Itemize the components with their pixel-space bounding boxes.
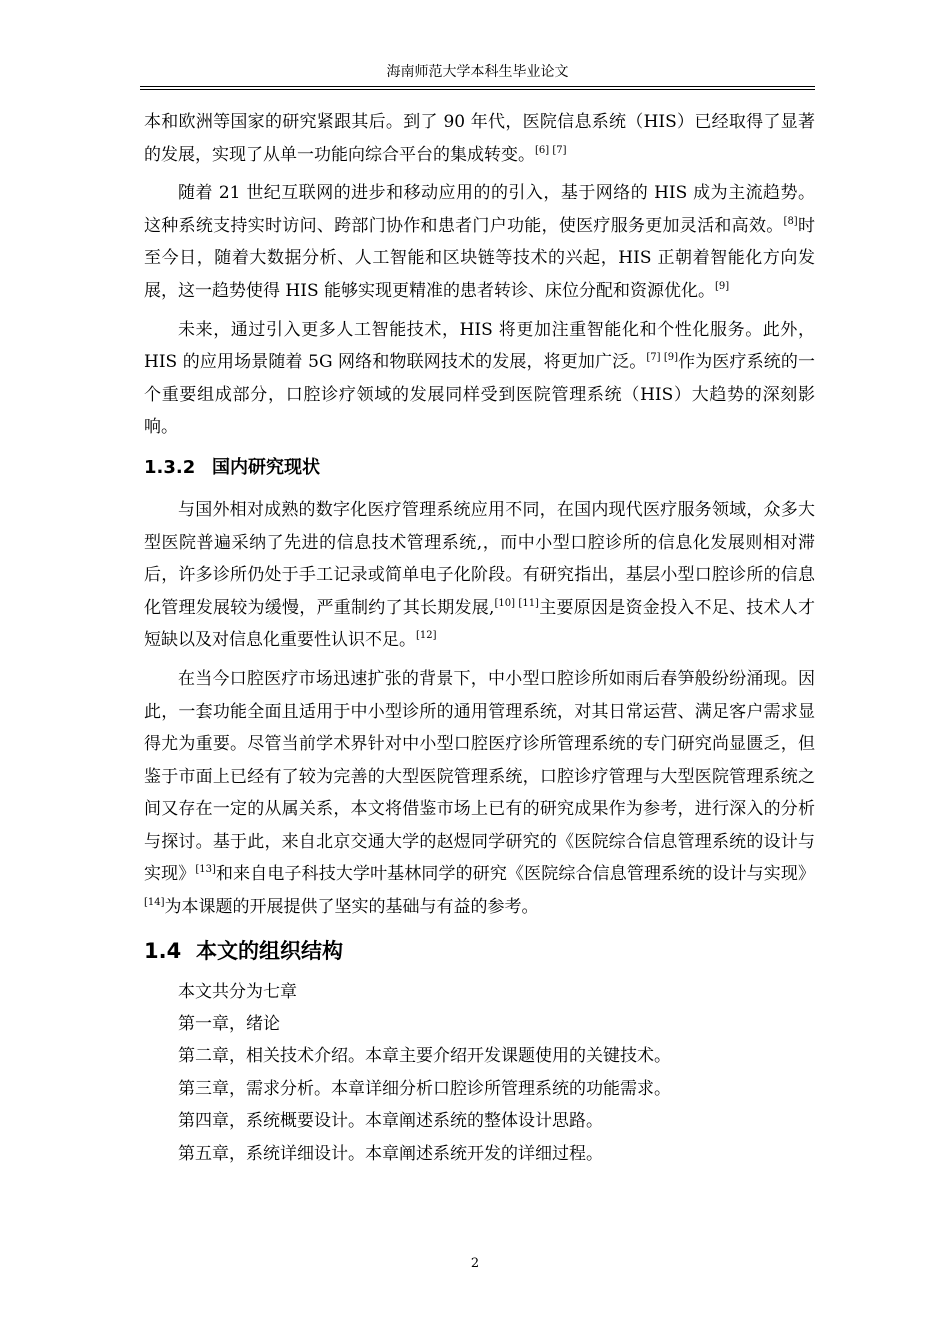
paragraph-future-his <box>144 314 815 444</box>
paragraph-internet-his <box>144 177 815 307</box>
paragraph-domestic-status <box>144 494 815 657</box>
paragraph-text: 在当今口腔医疗市场迅速扩张的背景下，中小型口腔诊所如雨后春笋般纷纷涌现。因此，一套功能全面且适用于中小型诊所的通用管理系统，对其日常运营、满足客户需求显得尤为重要。尽管当前学术界针对中小型口腔医疗诊所管理系统的专门研究尚显匮乏，但鉴于市面上已经有了较为完善的大型医院管理系统，口腔诊疗管理与大型医院管理系统之间又存在一定的从属关系，本文将借鉴市场上已有的研究成果作为参考，进行深入的分析与探讨。基于此，来自北京交通大学的赵煜同学研究的《医院综合信息管理系统的设计与实现》 <box>144 668 815 885</box>
paragraph-text: 为本课题的开展提供了坚实的基础与有益的参考。 <box>164 897 539 918</box>
paragraph-text: 随着 21 世纪互联网的进步和移动应用的的引入，基于网络的 HIS 成为主流趋势。这种系统支持实时访问、跨部门协作和患者门户功能，使医疗服务更加灵活和高效。 <box>144 183 815 236</box>
paragraph-market-background <box>144 663 815 924</box>
outline-line: 第四章，系统概要设计。本章阐述系统的整体设计思路。 <box>178 1111 603 1132</box>
outline-line: 第二章，相关技术介绍。本章主要介绍开发课题使用的关键技术。 <box>178 1046 671 1067</box>
running-header: 海南师范大学本科生毕业论文 <box>386 64 569 80</box>
citation: [10] [11] <box>494 597 539 609</box>
paragraph-text: 未来，通过引入更多人工智能技术，HIS 将更加注重智能化和个性化服务。此外，HIS 的应用场景随着 5G 网络和物联网技术的发展，将更加广泛。 <box>144 319 815 373</box>
section-number: 1.3.2 <box>144 456 196 478</box>
citation: [8] <box>783 215 798 227</box>
section-title: 本文的组织结构 <box>196 938 343 963</box>
outline-line: 本文共分为七章 <box>178 981 297 1002</box>
paragraph-his-history <box>144 106 815 171</box>
body-content <box>144 106 815 1170</box>
chapter-outline <box>144 976 815 1170</box>
paragraph-text: 和来自电子科技大学叶基林同学的研究《医院综合信息管理系统的设计与实现》 <box>215 864 816 885</box>
header-rule <box>140 86 815 87</box>
paragraph-text: 本和欧洲等国家的研究紧跟其后。到了 90 年代，医院信息系统（HIS）已经取得了显著的发展，实现了从单一功能向综合平台的集成转变。 <box>144 112 815 165</box>
page-number: 2 <box>470 1256 480 1271</box>
paragraph-text: 主要原因是资金投入不足、技术人才短缺以及对信息化重要性认识不足。 <box>144 597 816 651</box>
citation: [13] <box>195 864 216 876</box>
citation: [7] [9] <box>646 352 678 364</box>
citation: [14] <box>144 897 165 909</box>
citation: [12] <box>416 630 437 642</box>
outline-line: 第五章，系统详细设计。本章阐述系统开发的详细过程。 <box>178 1143 603 1164</box>
section-number: 1.4 <box>144 938 182 963</box>
paragraph-text: 作为医疗系统的一个重要组成部分，口腔诊疗领域的发展同样受到医院管理系统（HIS）大趋势的深刻影响。 <box>144 352 815 438</box>
paragraph-text: 时至今日，随着大数据分析、人工智能和区块链等技术的兴起，HIS 正朝着智能化方向发展，这一趋势使得 HIS 能够实现更精准的患者转诊、床位分配和资源优化。 <box>144 215 816 301</box>
citation: [6] [7] <box>535 144 567 156</box>
paragraph-text: 与国外相对成熟的数字化医疗管理系统应用不同，在国内现代医疗服务领域，众多大型医院普遍采纳了先进的信息技术管理系统,，而中小型口腔诊所的信息化发展则相对滞后，许多诊所仍处于手工记录或简单电子化阶段。有研究指出，基层小型口腔诊所的信息化管理发展较为缓慢，严重制约了其长期发展, <box>144 499 815 618</box>
section-heading-1-4 <box>144 934 815 968</box>
section-title: 国内研究现状 <box>212 456 320 478</box>
outline-line: 第三章，需求分析。本章详细分析口腔诊所管理系统的功能需求。 <box>178 1078 671 1099</box>
outline-line: 第一章，绪论 <box>178 1014 280 1035</box>
header-rule-thin <box>140 89 815 90</box>
section-heading-1-3-2 <box>144 452 815 484</box>
citation: [9] <box>715 280 730 292</box>
